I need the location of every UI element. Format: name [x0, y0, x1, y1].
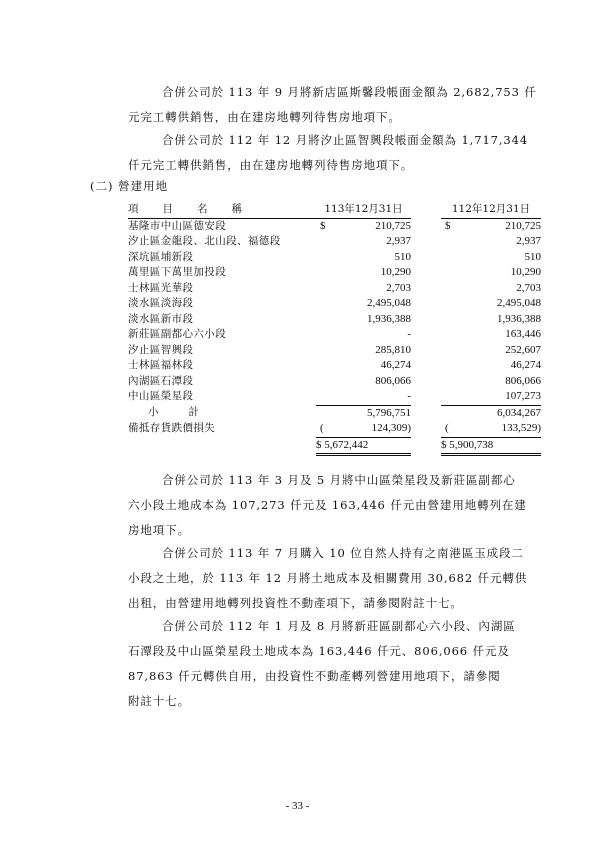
- row-value-112: 1,936,388: [497, 312, 541, 325]
- total-row: [128, 437, 541, 455]
- row-value-113: -: [407, 328, 411, 340]
- subtotal-113: 5,796,751: [367, 406, 411, 419]
- subtotal-112: 6,034,267: [497, 406, 541, 419]
- paragraph-line: 小段之土地，於 113 年 12 月將土地成本及相關費用 30,682 仟元轉供: [128, 571, 528, 585]
- row-name: 新莊區副都心六小段: [128, 328, 227, 340]
- paragraph-113-nangang: [128, 541, 538, 616]
- spacer: [308, 234, 316, 250]
- table-row: [128, 312, 541, 328]
- row-value-113: 2,937: [386, 235, 411, 247]
- currency-symbol: $: [320, 219, 326, 232]
- row-name: 士林區光華段: [128, 281, 194, 294]
- row-value-113: 285,810: [375, 343, 411, 356]
- spacer: [308, 358, 316, 374]
- row-name: 基隆市中山區德安段: [128, 219, 227, 232]
- col-113-header: 113年12月31日: [316, 202, 411, 218]
- table-body: [128, 218, 541, 405]
- row-value-113: 46,274: [380, 359, 411, 371]
- row-name: 淡水區淡海段: [128, 297, 194, 309]
- row-value-112: 806,066: [505, 374, 541, 387]
- spacer: [411, 389, 441, 405]
- row-name: 汐止區智興段: [128, 343, 194, 356]
- spacer: [411, 358, 441, 374]
- spacer: [308, 250, 316, 266]
- page-number: - 33 -: [285, 800, 310, 812]
- row-name: 萬里區下萬里加投段: [128, 266, 227, 278]
- spacer: [308, 343, 316, 359]
- spacer: [308, 389, 316, 405]
- paragraph-112-transfer: [128, 128, 538, 178]
- subtotal-label: 小計: [148, 406, 229, 419]
- paragraph-line: 附註十七。: [128, 694, 190, 708]
- row-value-113: 806,066: [375, 374, 411, 387]
- row-value-113: 1,936,388: [367, 312, 411, 325]
- table-row: [128, 296, 541, 312]
- section-title: 營建用地: [118, 179, 169, 193]
- col-112-header: 112年12月31日: [441, 202, 541, 218]
- paragraph-113-rongxing: [128, 468, 538, 543]
- row-value-113: -: [316, 389, 411, 405]
- paragraph-line: 出租，由營建用地轉列投資性不動產項下，請參閱附註十七。: [128, 596, 463, 610]
- spacer: [308, 218, 316, 234]
- row-value-113: 10,290: [380, 266, 411, 278]
- spacer: [308, 202, 316, 218]
- row-value-112: 10,290: [510, 266, 541, 278]
- allowance-112: ( 133,529): [441, 421, 541, 437]
- paragraph-line: 六小段土地成本為 107,273 仟元及 163,446 仟元由營建用地轉列在建: [128, 498, 527, 512]
- spacer: [411, 218, 441, 234]
- row-value-112: 510: [524, 250, 541, 263]
- paragraph-113-transfer: [128, 80, 538, 130]
- row-value-112: 252,607: [505, 343, 541, 356]
- row-value-112: 107,273: [441, 389, 541, 405]
- currency-symbol: $: [445, 219, 451, 232]
- paragraph-line: 合併公司於 113 年 3 月及 5 月將中山區榮星段及新莊區副都心: [162, 473, 516, 487]
- row-value-113: 510: [394, 250, 411, 263]
- paragraph-line: 房地項下。: [128, 523, 190, 537]
- row-value-112: 163,446: [505, 328, 541, 340]
- land-for-construction-table: [128, 202, 541, 456]
- spacer: [411, 234, 441, 250]
- allowance-113: ( 124,309): [316, 421, 411, 437]
- table-row: [128, 358, 541, 374]
- total-113: $ 5,672,442: [316, 437, 411, 455]
- row-value-112: 2,495,048: [497, 297, 541, 309]
- total-112: $ 5,900,738: [441, 437, 541, 455]
- section-heading: [90, 178, 168, 194]
- item-name-header: 項目名稱: [128, 202, 308, 218]
- spacer: [411, 250, 441, 266]
- spacer: [411, 343, 441, 359]
- paragraph-line: 石潭段及中山區榮星段土地成本為 163,446 仟元、806,066 仟元及: [128, 644, 510, 658]
- spacer: [308, 296, 316, 312]
- allowance-label: 備抵存貨跌價損失: [128, 422, 216, 435]
- paragraph-line: 合併公司於 112 年 1 月及 8 月將新莊區副都心六小段、內湖區: [162, 619, 516, 633]
- paragraph-line: 元完工轉供銷售，由在建房地轉列待售房地項下。: [128, 110, 401, 124]
- spacer: [308, 327, 316, 343]
- paragraph-112-self-use: [128, 614, 538, 714]
- row-value-113: 2,703: [386, 281, 411, 294]
- row-name: 士林區福林段: [128, 359, 194, 371]
- table-row: [128, 218, 541, 234]
- spacer: [411, 327, 441, 343]
- table-row: [128, 327, 541, 343]
- spacer: [411, 281, 441, 297]
- spacer: [411, 202, 441, 218]
- row-name: 中山區榮星段: [128, 390, 194, 403]
- allowance-row: [128, 421, 541, 437]
- spacer: [411, 312, 441, 328]
- spacer: [411, 374, 441, 390]
- spacer: [411, 296, 441, 312]
- spacer: [308, 374, 316, 390]
- paragraph-line: 合併公司於 113 年 9 月將新店區斯馨段帳面金額為 2,682,753 仟: [162, 85, 537, 99]
- table-header-row: [128, 202, 541, 218]
- spacer: [308, 312, 316, 328]
- row-value-112: 46,274: [510, 359, 541, 371]
- row-name: 淡水區新市段: [128, 312, 194, 325]
- row-value-112: 2,703: [516, 281, 541, 294]
- section-number: (二): [90, 179, 114, 193]
- table-row: [128, 234, 541, 250]
- row-value-113: $ 210,725: [316, 218, 411, 234]
- table-row: [128, 250, 541, 266]
- row-value-113: 2,495,048: [367, 297, 411, 309]
- paragraph-line: 87,863 仟元轉供自用，由投資性不動產轉列營建用地項下，請參閱: [128, 669, 501, 683]
- spacer: [411, 265, 441, 281]
- table-row: [128, 343, 541, 359]
- paragraph-line: 合併公司於 112 年 12 月將汐止區智興段帳面金額為 1,717,344: [162, 133, 529, 147]
- paragraph-line: 合併公司於 113 年 7 月購入 10 位自然人持有之南港區玉成段二: [162, 546, 524, 560]
- table-row: [128, 374, 541, 390]
- paragraph-line: 仟元完工轉供銷售，由在建房地轉列待售房地項下。: [128, 158, 414, 172]
- row-name: 內湖區石潭段: [128, 374, 194, 387]
- row-value-112: $ 210,725: [441, 218, 541, 234]
- row-name: 汐止區金龍段、北山段、福德段: [128, 235, 281, 247]
- table-row: [128, 389, 541, 405]
- spacer: [308, 281, 316, 297]
- table-row: [128, 265, 541, 281]
- spacer: [308, 265, 316, 281]
- table-row: [128, 281, 541, 297]
- row-value-112: 2,937: [516, 235, 541, 247]
- row-name: 深坑區埔新段: [128, 250, 194, 263]
- subtotal-row: [128, 405, 541, 421]
